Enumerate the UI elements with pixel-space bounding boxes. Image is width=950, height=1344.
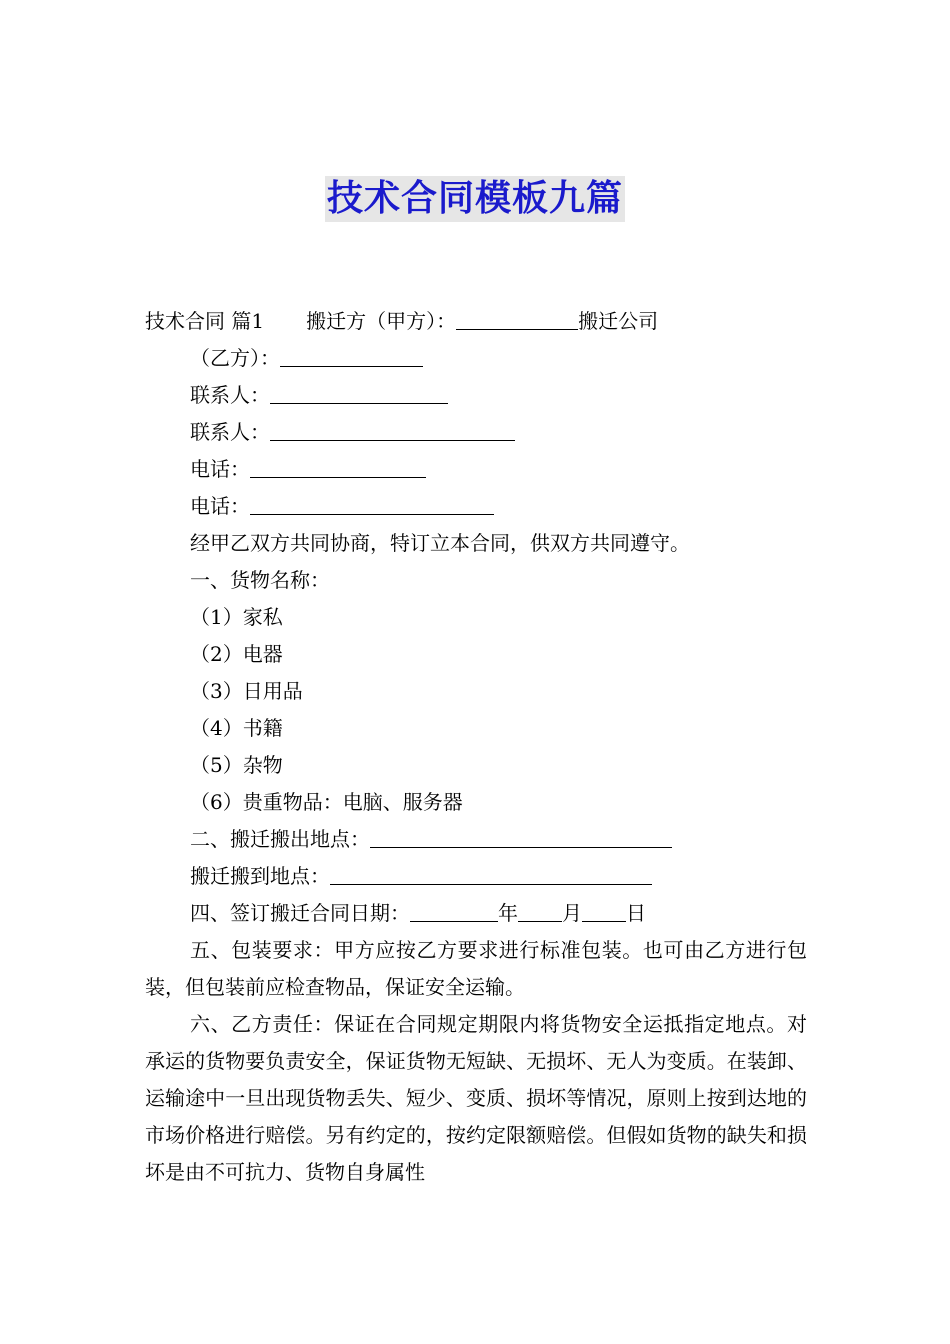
blank-line (370, 825, 672, 848)
to-place-label: 搬迁搬到地点： (190, 864, 330, 888)
phone-line-2 (145, 488, 807, 525)
blank-line (410, 899, 498, 922)
list-item (145, 784, 807, 821)
company-text: 搬迁公司 (578, 309, 659, 333)
phone-line-1 (145, 451, 807, 488)
blank-line (582, 899, 626, 922)
party-b-label: （乙方）： (190, 346, 280, 370)
document-title (0, 176, 950, 222)
sign-date-label: 四、签订搬迁合同日期： (190, 901, 410, 925)
from-place-label: 二、搬迁搬出地点： (190, 827, 370, 851)
blank-line (330, 862, 652, 885)
list-item-text: （1）家私 (190, 605, 283, 629)
blank-line (280, 344, 423, 367)
contact-label: 联系人： (190, 420, 270, 444)
blank-line (518, 899, 562, 922)
month-label: 月 (562, 901, 582, 925)
document-body (145, 303, 807, 1191)
blank-line (250, 455, 426, 478)
party-b-line (145, 340, 807, 377)
list-item (145, 673, 807, 710)
list-item-text: （3）日用品 (190, 679, 303, 703)
list-item-text: （4）书籍 (190, 716, 283, 740)
contact-line-2 (145, 414, 807, 451)
sign-date-line (145, 895, 807, 932)
list-item (145, 747, 807, 784)
agreement-line (145, 525, 807, 562)
contact-label: 联系人： (190, 383, 270, 407)
contact-line-1 (145, 377, 807, 414)
list-item (145, 599, 807, 636)
responsibility-paragraph: 六、乙方责任：保证在合同规定期限内将货物安全运抵指定地点。对承运的货物要负责安全，保证货物无短缺、无损坏、无人为变质。在装卸、运输途中一旦出现货物丢失、短少、变质、损坏等情况，原则上按到达地的市场价格进行赔偿。另有约定的，按约定限额赔偿。但假如货物的缺失和损坏是由不可抗力、货物自身属性 (145, 1012, 807, 1184)
goods-title (145, 562, 807, 599)
phone-label: 电话： (190, 457, 250, 481)
blank-line (250, 492, 494, 515)
day-label: 日 (626, 901, 646, 925)
blank-line (456, 307, 578, 330)
list-item (145, 710, 807, 747)
packing-paragraph: 五、包装要求：甲方应按乙方要求进行标准包装。也可由乙方进行包装，但包装前应检查物品，保证安全运输。 (145, 938, 807, 999)
list-item-text: （5）杂物 (190, 753, 283, 777)
phone-label: 电话： (190, 494, 250, 518)
list-item (145, 636, 807, 673)
blank-line (270, 418, 515, 441)
to-place-line (145, 858, 807, 895)
goods-title-text: 一、货物名称： (190, 568, 330, 592)
from-place-line (145, 821, 807, 858)
blank-line (270, 381, 448, 404)
heading-line (145, 303, 807, 340)
year-label: 年 (498, 901, 518, 925)
party-a-label: 搬迁方（甲方）： (306, 309, 457, 333)
agreement-text: 经甲乙双方共同协商，特订立本合同，供双方共同遵守。 (190, 531, 690, 555)
list-item-text: （6）贵重物品：电脑、服务器 (190, 790, 463, 814)
section-heading: 技术合同 篇1 (145, 309, 265, 333)
list-item-text: （2）电器 (190, 642, 283, 666)
title-text: 技术合同模板九篇 (325, 176, 625, 222)
